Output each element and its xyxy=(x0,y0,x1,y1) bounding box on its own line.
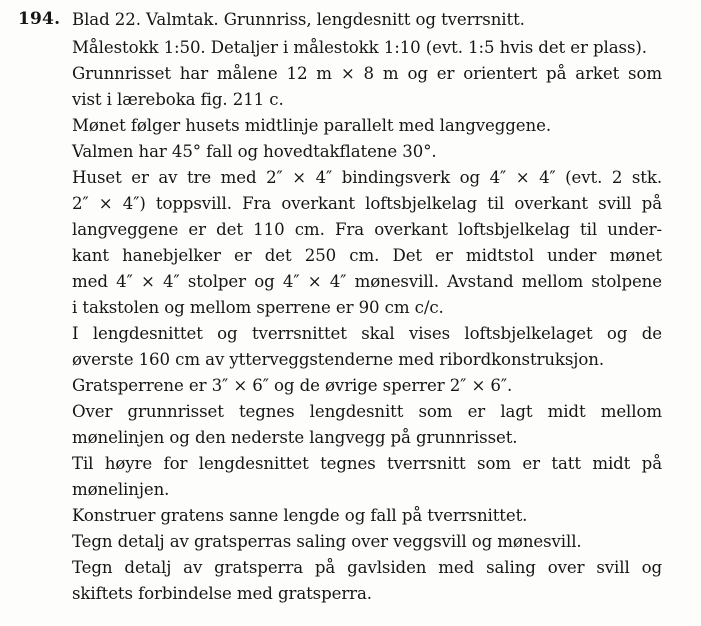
task-line: Tegn detalj av gratsperra på gavlsiden med saling over svill og xyxy=(72,558,662,577)
task-line: Konstruer gratens sanne lengde og fall på tverrsnittet. xyxy=(72,506,528,525)
task-line: Mønet følger husets midtlinje parallelt med langveggene. xyxy=(72,116,551,135)
task-number: 194. xyxy=(18,9,61,29)
task-line: mønelinjen og den nederste langvegg på grunnrisset. xyxy=(72,428,518,447)
task-line: Til høyre for lengdesnittet tegnes tverrsnitt som er tatt midt på xyxy=(72,454,662,473)
task-line: Blad 22. Valmtak. Grunnriss, lengdesnitt og tverrsnitt. xyxy=(72,10,525,29)
task-line: Valmen har 45° fall og hovedtakflatene 30°. xyxy=(72,142,437,161)
task-line: I lengdesnittet og tverrsnittet skal vises loftsbjelkelaget og de xyxy=(72,324,662,343)
task-line: vist i læreboka fig. 211 c. xyxy=(72,90,284,109)
task-line: Over grunnrisset tegnes lengdesnitt som er lagt midt mellom xyxy=(72,402,662,421)
task-line: kant hanebjelker er det 250 cm. Det er midtstol under mønet xyxy=(72,246,662,265)
task-line: med 4″ × 4″ stolper og 4″ × 4″ mønesvill. Avstand mellom stolpene xyxy=(72,272,662,291)
task-line: Tegn detalj av gratsperras saling over veggsvill og mønesvill. xyxy=(72,532,582,551)
task-line: Gratsperrene er 3″ × 6″ og de øvrige sperrer 2″ × 6″. xyxy=(72,376,513,395)
task-line: mønelinjen. xyxy=(72,480,170,499)
task-line: øverste 160 cm av ytterveggstenderne med ribordkonstruksjon. xyxy=(72,350,605,369)
task-line: skiftets forbindelse med gratsperra. xyxy=(72,584,372,603)
task-line: Grunnrisset har målene 12 m × 8 m og er orientert på arket som xyxy=(72,64,662,83)
task-line: i takstolen og mellom sperrene er 90 cm c/c. xyxy=(72,298,444,317)
task-line: 2″ × 4″) toppsvill. Fra overkant loftsbjelkelag til overkant svill på xyxy=(72,194,662,213)
task-line: Målestokk 1:50. Detaljer i målestokk 1:10 (evt. 1:5 hvis det er plass). xyxy=(72,38,647,57)
task-line: Huset er av tre med 2″ × 4″ bindingsverk og 4″ × 4″ (evt. 2 stk. xyxy=(72,168,662,187)
task-line: langveggene er det 110 cm. Fra overkant loftsbjelkelag til under- xyxy=(72,220,662,239)
